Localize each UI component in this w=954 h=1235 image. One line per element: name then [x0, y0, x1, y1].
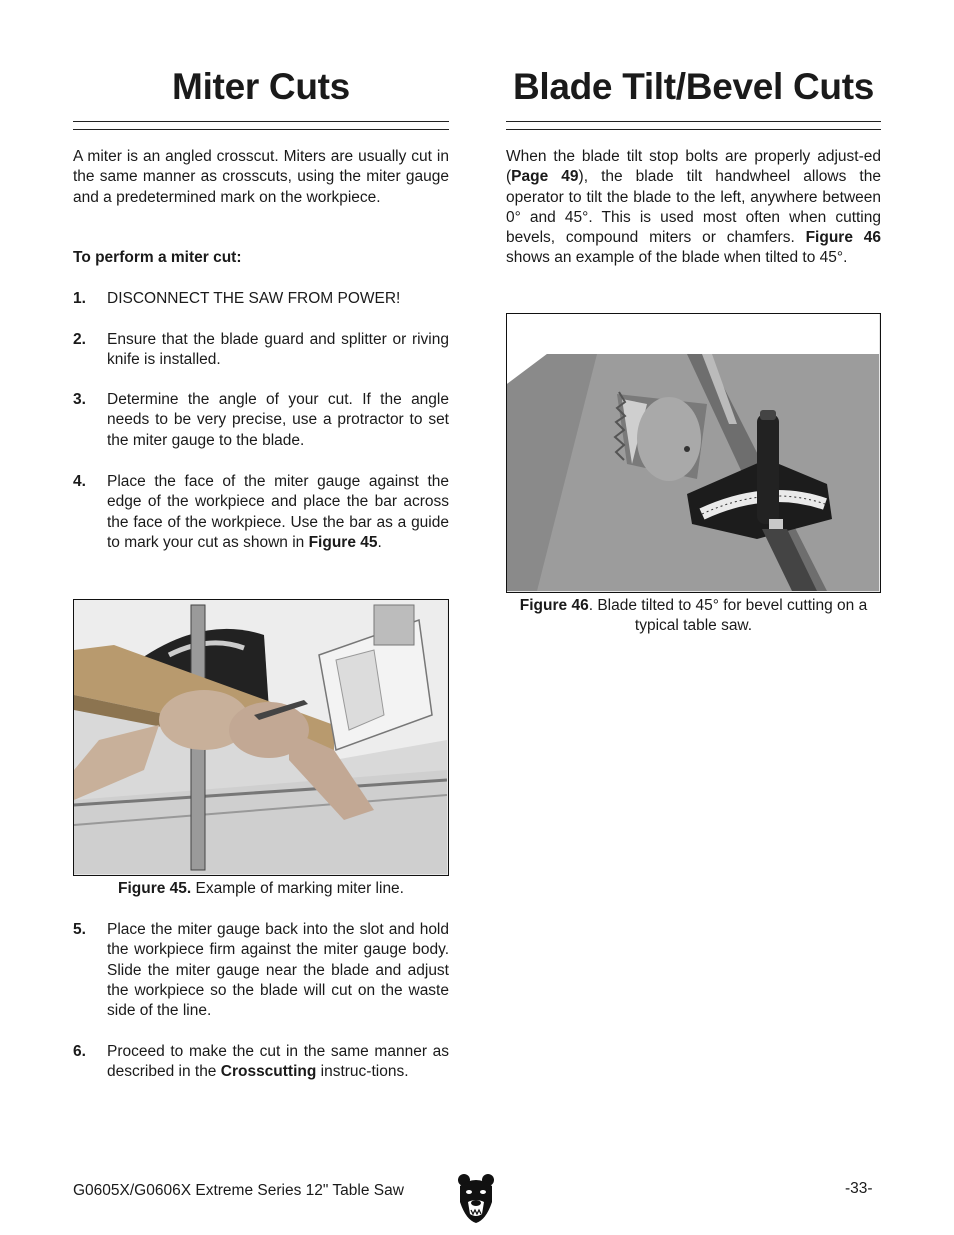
step-4: [73, 472, 449, 553]
section-title-blade-tilt: Blade Tilt/Bevel Cuts: [512, 66, 875, 107]
step-number: 2.: [73, 331, 86, 348]
grizzly-bear-logo-icon: [456, 1172, 496, 1224]
step-number: 6.: [73, 1043, 86, 1060]
figure-reference: Figure 46: [805, 229, 881, 247]
step-text: Place the miter gauge back into the slot and hold the workpiece firm against the miter gauge body. Slide the miter gauge near the blade and adjust the workpiece so the blade will cut on the waste side of the line.: [107, 921, 449, 1020]
figure-46-caption: Figure 46. Blade tilted to 45° for bevel cutting on a typical table saw.: [519, 597, 868, 635]
miter-intro-paragraph: A miter is an angled crosscut. Miters are usually cut in the same manner as crosscuts, using the miter gauge and a predetermined mark on the workpiece.: [73, 148, 449, 206]
step-text: Determine the angle of your cut. If the angle needs to be very precise, use a protractor to set the miter gauge to the blade.: [107, 391, 449, 449]
step-3: [73, 390, 449, 451]
step-number: 1.: [73, 290, 86, 307]
step-text: Place the face of the miter gauge against the edge of the workpiece and place the bar across the face of the workpiece. Use the bar as a guide to mark your cut as shown in Figure 45.: [107, 473, 449, 551]
step-number: 5.: [73, 921, 86, 938]
footer-model: G0605X/G0606X Extreme Series 12" Table Saw: [73, 1182, 404, 1199]
step-2: [73, 330, 449, 371]
figure-45-image: [73, 599, 449, 876]
figure-46-image: [506, 313, 881, 593]
step-6: [73, 1042, 449, 1083]
step-1: [73, 289, 449, 309]
step-5: [73, 920, 449, 1021]
step-number: 3.: [73, 391, 86, 408]
step-text: Ensure that the blade guard and splitter or riving knife is installed.: [107, 331, 449, 369]
procedure-heading: To perform a miter cut:: [73, 249, 242, 266]
step-number: 4.: [73, 473, 86, 490]
section-title-miter-cuts: Miter Cuts: [172, 66, 350, 107]
page-reference: Page 49: [511, 168, 579, 186]
title-rule: [73, 121, 449, 130]
bevel-cut-illustration: [507, 314, 879, 591]
blade-tilt-paragraph: When the blade tilt stop bolts are properly adjust-ed (Page 49), the blade tilt handwheel allows the operator to tilt the blade to the left, anywhere between 0° and 45°. This is used most often when cutting bevels, compound miters or chamfers. Figure 46 shows an example of the blade when tilted to 45°.: [506, 148, 881, 267]
page-number: -33-: [845, 1180, 873, 1197]
figure-45-caption: Figure 45. Example of marking miter line.: [118, 880, 404, 897]
section-reference: Crosscutting: [220, 1063, 317, 1081]
miter-marking-illustration: [74, 600, 447, 874]
title-rule: [506, 121, 881, 130]
figure-reference: Figure 45: [308, 533, 378, 551]
step-text: Proceed to make the cut in the same manner as described in the Crosscutting instruc-tions.: [107, 1043, 449, 1081]
step-text: DISCONNECT THE SAW FROM POWER!: [107, 290, 401, 307]
